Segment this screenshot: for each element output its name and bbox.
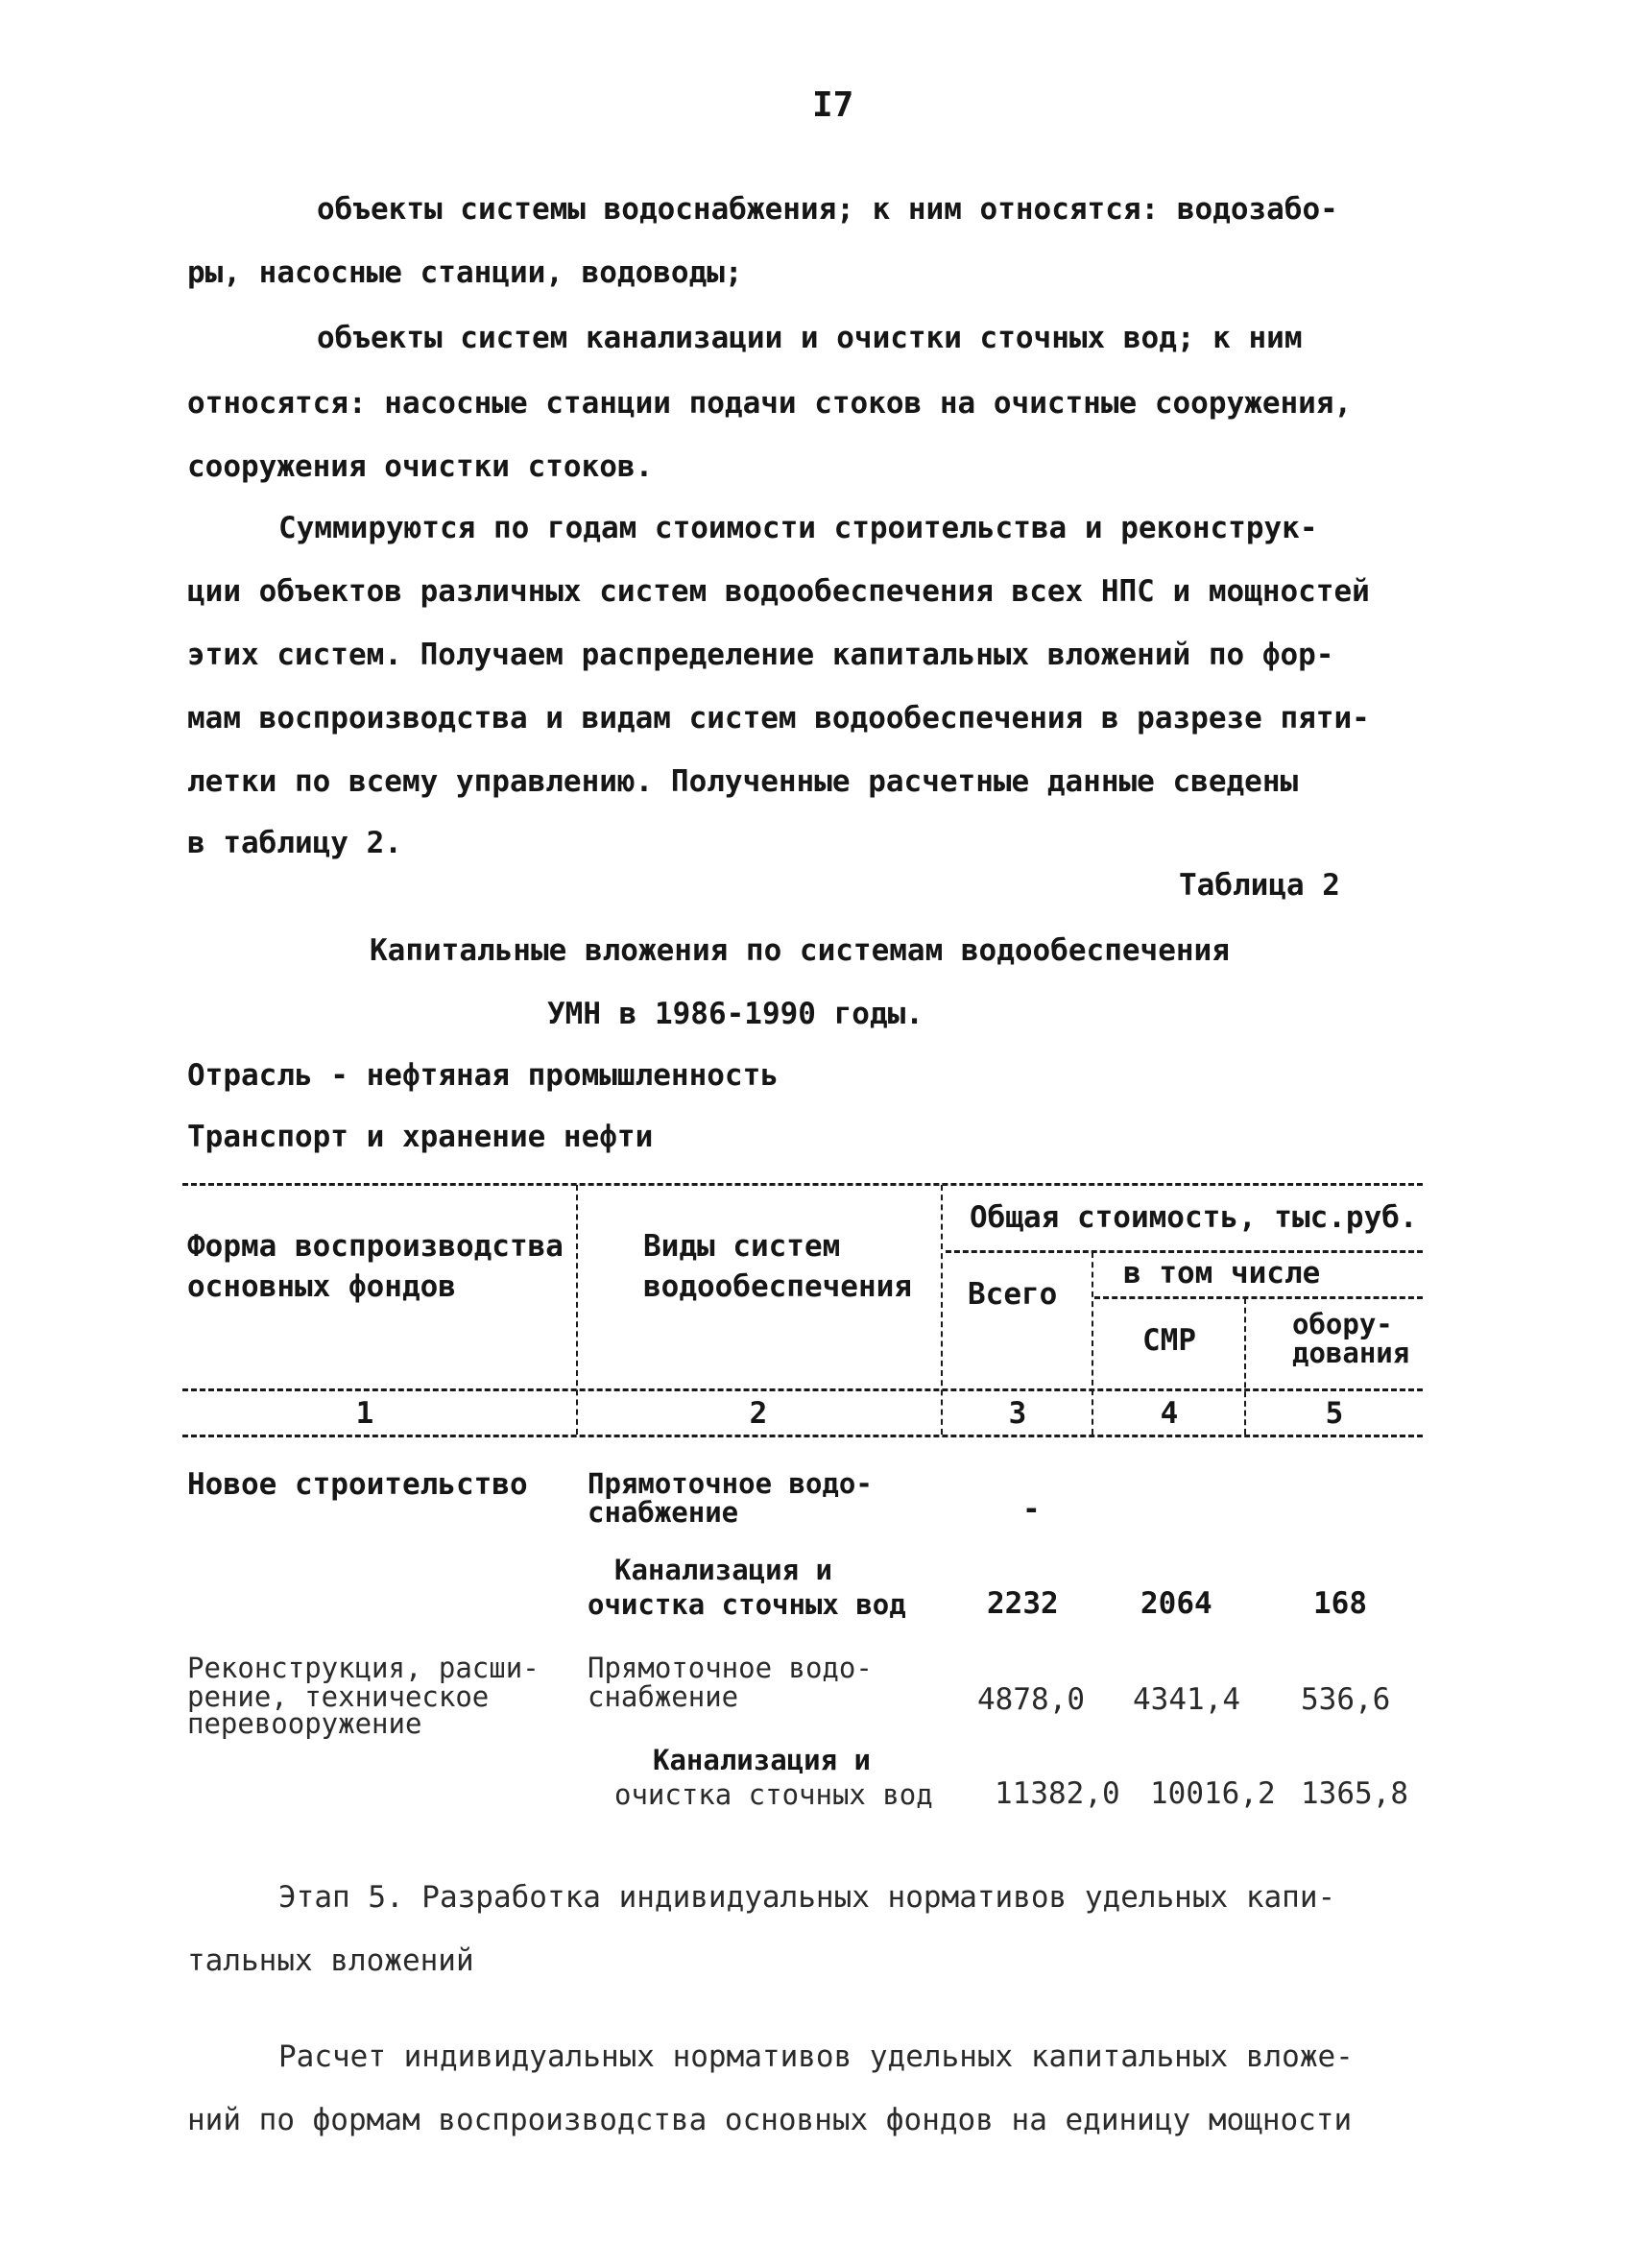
cell-form: Новое строительство: [187, 1467, 528, 1502]
cell-total: 11382,0: [995, 1776, 1120, 1811]
cell-system: Прямоточное водо-: [588, 1652, 873, 1684]
cell-total: 2232: [987, 1586, 1059, 1621]
cell-total: 4878,0: [977, 1682, 1085, 1717]
cell-equipment: 536,6: [1301, 1682, 1391, 1717]
paragraph-line: относятся: насосные станции подачи стоков на очистные сооружения,: [187, 386, 1353, 421]
table-rule: [946, 1250, 1423, 1253]
cell-system: Прямоточное водо-: [588, 1467, 873, 1500]
paragraph-line: Расчет индивидуальных нормативов удельных капитальных вложе-: [278, 2039, 1354, 2074]
column-number: 3: [1008, 1396, 1027, 1431]
paragraph-line: ры, насосные станции, водоводы;: [187, 255, 743, 290]
stage-heading: Этап 5. Разработка индивидуальных нормативов удельных капи-: [278, 1880, 1336, 1915]
cell-smr: 4341,4: [1133, 1682, 1240, 1717]
header-system: водообеспечения: [643, 1269, 912, 1304]
header-smr: СМР: [1142, 1323, 1196, 1358]
subindustry-label: Транспорт и хранение нефти: [187, 1120, 654, 1154]
paragraph-line: объекты системы водоснабжения; к ним относятся: водозабо-: [317, 192, 1338, 227]
table-title: УМН в 1986-1990 годы.: [547, 997, 924, 1031]
paragraph-line: мам воспроизводства и видам систем водообеспечения в разрезе пяти-: [187, 701, 1370, 736]
table-rule: [182, 1435, 1423, 1437]
table-column-divider: [576, 1185, 578, 1435]
column-number: 5: [1325, 1396, 1344, 1431]
header-all: Всего: [968, 1277, 1058, 1312]
table-rule: [182, 1183, 1423, 1186]
table-column-divider: [1092, 1252, 1093, 1435]
table-column-divider: [1244, 1298, 1246, 1435]
cell-form: перевооружение: [187, 1707, 422, 1740]
cell-smr: 10016,2: [1150, 1776, 1276, 1811]
paragraph-line: в таблицу 2.: [187, 826, 402, 860]
paragraph-line: ции объектов различных систем водообеспечения всех НПС и мощностей: [187, 574, 1370, 609]
paragraph-line: этих систем. Получаем распределение капитальных вложений по фор-: [187, 638, 1334, 672]
header-form: Форма воспроизводства: [187, 1229, 564, 1264]
cell-system: Канализация и: [653, 1744, 871, 1776]
page-number: I7: [812, 85, 854, 125]
header-equipment: дования: [1292, 1337, 1410, 1369]
cell-smr: 2064: [1140, 1586, 1212, 1621]
column-number: 2: [749, 1396, 768, 1431]
paragraph-line: ний по формам воспроизводства основных фондов на единицу мощности: [187, 2103, 1353, 2137]
column-number: 1: [355, 1396, 374, 1431]
header-form: основных фондов: [187, 1269, 456, 1304]
cell-system: Канализация и: [614, 1554, 832, 1586]
paragraph-line: летки по всему управлению. Полученные расчетные данные сведены: [187, 764, 1299, 799]
cell-system: снабжение: [588, 1680, 739, 1713]
cell-equipment: 1365,8: [1301, 1776, 1408, 1811]
stage-heading: тальных вложений: [187, 1943, 474, 1978]
industry-label: Отрасль - нефтяная промышленность: [187, 1058, 779, 1093]
header-total-cost: Общая стоимость, тыс.руб.: [970, 1200, 1418, 1235]
column-number: 4: [1160, 1396, 1179, 1431]
header-equipment: обору-: [1292, 1308, 1393, 1340]
table-rule: [182, 1388, 1423, 1391]
paragraph-line: сооружения очистки стоков.: [187, 449, 654, 484]
cell-total: -: [1022, 1492, 1041, 1527]
header-including: в том числе: [1123, 1256, 1321, 1291]
cell-system: снабжение: [588, 1496, 739, 1529]
header-system: Виды систем: [643, 1229, 841, 1264]
paragraph-line: Суммируются по годам стоимости строительства и реконструк-: [278, 511, 1318, 545]
paragraph-line: объекты систем канализации и очистки сточных вод; к ним: [317, 321, 1303, 355]
cell-form: Реконструкция, расши-: [187, 1652, 540, 1684]
table-rule: [1094, 1296, 1423, 1299]
cell-equipment: 168: [1313, 1586, 1367, 1621]
table-column-divider: [941, 1185, 943, 1435]
cell-system: очистка сточных вод: [614, 1778, 933, 1811]
table-label: Таблица 2: [1179, 868, 1340, 903]
cell-form: рение, техническое: [187, 1680, 490, 1713]
table-title: Капитальные вложения по системам водообеспечения: [370, 933, 1230, 968]
cell-system: очистка сточных вод: [588, 1588, 906, 1621]
